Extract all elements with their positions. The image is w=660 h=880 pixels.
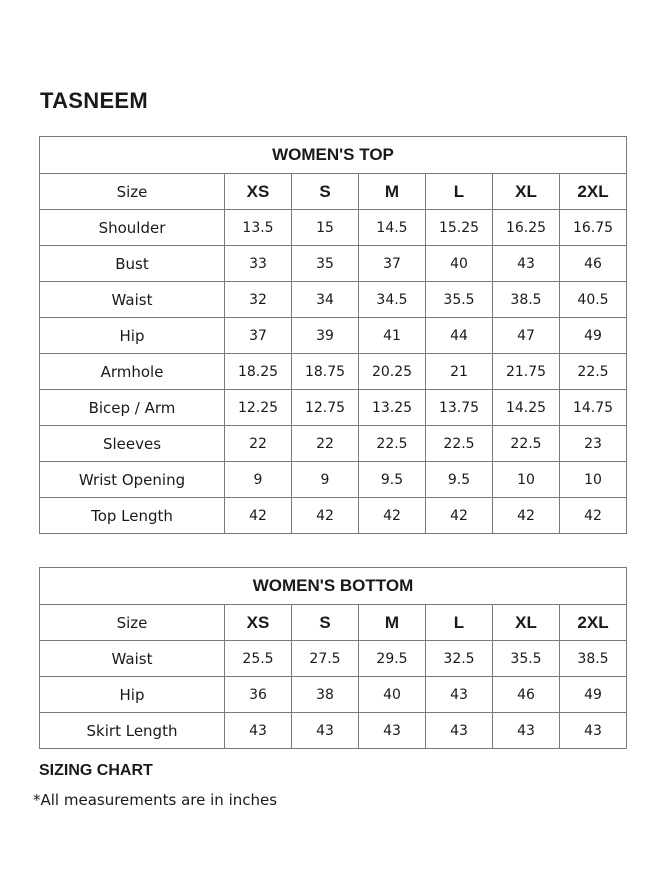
measurement-cell: 13.75 (426, 390, 493, 426)
size-header-label: Size (40, 605, 225, 641)
row-label: Top Length (40, 498, 225, 534)
measurement-cell: 46 (493, 677, 560, 713)
table-row (40, 677, 627, 713)
size-header-xs: XS (225, 605, 292, 641)
measurement-cell: 43 (493, 713, 560, 749)
measurement-cell: 43 (560, 713, 627, 749)
measurement-cell: 9 (225, 462, 292, 498)
measurement-cell: 39 (292, 318, 359, 354)
measurement-cell: 40 (426, 246, 493, 282)
measurement-cell: 49 (560, 677, 627, 713)
size-header-xl: XL (493, 174, 560, 210)
measurement-cell: 34.5 (359, 282, 426, 318)
brand-title: TASNEEM (40, 88, 149, 113)
measurement-cell: 9.5 (359, 462, 426, 498)
table-row (40, 246, 627, 282)
row-label: Shoulder (40, 210, 225, 246)
measurement-cell: 49 (560, 318, 627, 354)
measurement-cell: 20.25 (359, 354, 426, 390)
size-header-l: L (426, 174, 493, 210)
womens-bottom-table (39, 567, 627, 749)
measurement-cell: 22.5 (493, 426, 560, 462)
measurement-cell: 12.75 (292, 390, 359, 426)
measurement-cell: 34 (292, 282, 359, 318)
measurement-cell: 16.75 (560, 210, 627, 246)
measurement-cell: 37 (225, 318, 292, 354)
measurement-cell: 14.75 (560, 390, 627, 426)
measurement-cell: 27.5 (292, 641, 359, 677)
measurement-cell: 10 (560, 462, 627, 498)
measurement-cell: 23 (560, 426, 627, 462)
size-header-row (40, 174, 627, 210)
measurement-cell: 25.5 (225, 641, 292, 677)
measurement-cell: 42 (560, 498, 627, 534)
table-row (40, 426, 627, 462)
measurement-cell: 40 (359, 677, 426, 713)
measurement-cell: 29.5 (359, 641, 426, 677)
table-row (40, 641, 627, 677)
measurement-cell: 46 (560, 246, 627, 282)
measurement-cell: 42 (225, 498, 292, 534)
womens-bottom-body (40, 568, 627, 749)
measurement-cell: 32.5 (426, 641, 493, 677)
row-label: Hip (40, 318, 225, 354)
measurement-cell: 15.25 (426, 210, 493, 246)
measurement-cell: 42 (359, 498, 426, 534)
size-header-label: Size (40, 174, 225, 210)
row-label: Bust (40, 246, 225, 282)
measurement-cell: 41 (359, 318, 426, 354)
measurement-cell: 10 (493, 462, 560, 498)
table-row (40, 318, 627, 354)
measurement-cell: 22.5 (426, 426, 493, 462)
measurement-cell: 18.25 (225, 354, 292, 390)
measurement-cell: 14.25 (493, 390, 560, 426)
row-label: Waist (40, 282, 225, 318)
measurement-note: *All measurements are in inches (33, 791, 278, 809)
measurement-cell: 43 (493, 246, 560, 282)
row-label: Sleeves (40, 426, 225, 462)
size-header-m: M (359, 174, 426, 210)
measurement-cell: 38.5 (493, 282, 560, 318)
measurement-cell: 18.75 (292, 354, 359, 390)
measurement-cell: 9.5 (426, 462, 493, 498)
size-header-l: L (426, 605, 493, 641)
size-header-s: S (292, 174, 359, 210)
measurement-cell: 35.5 (426, 282, 493, 318)
size-header-2xl: 2XL (560, 174, 627, 210)
table-row (40, 713, 627, 749)
table-title: WOMEN'S TOP (40, 137, 627, 174)
table-row (40, 390, 627, 426)
row-label: Armhole (40, 354, 225, 390)
table-row (40, 210, 627, 246)
measurement-cell: 22 (292, 426, 359, 462)
measurement-cell: 35.5 (493, 641, 560, 677)
measurement-cell: 38.5 (560, 641, 627, 677)
measurement-cell: 36 (225, 677, 292, 713)
measurement-cell: 21 (426, 354, 493, 390)
size-header-2xl: 2XL (560, 605, 627, 641)
row-label: Wrist Opening (40, 462, 225, 498)
table-title: WOMEN'S BOTTOM (40, 568, 627, 605)
measurement-cell: 43 (426, 713, 493, 749)
measurement-cell: 35 (292, 246, 359, 282)
row-label: Waist (40, 641, 225, 677)
measurement-cell: 43 (426, 677, 493, 713)
measurement-cell: 38 (292, 677, 359, 713)
measurement-cell: 22 (225, 426, 292, 462)
row-label: Hip (40, 677, 225, 713)
measurement-cell: 47 (493, 318, 560, 354)
measurement-cell: 14.5 (359, 210, 426, 246)
table-row (40, 498, 627, 534)
measurement-cell: 42 (292, 498, 359, 534)
measurement-cell: 40.5 (560, 282, 627, 318)
measurement-cell: 42 (493, 498, 560, 534)
measurement-cell: 13.5 (225, 210, 292, 246)
measurement-cell: 33 (225, 246, 292, 282)
sizing-chart-label: SIZING CHART (39, 762, 153, 779)
womens-top-table (39, 136, 627, 534)
size-header-s: S (292, 605, 359, 641)
measurement-cell: 37 (359, 246, 426, 282)
measurement-cell: 42 (426, 498, 493, 534)
measurement-cell: 44 (426, 318, 493, 354)
table-row (40, 354, 627, 390)
measurement-cell: 43 (359, 713, 426, 749)
measurement-cell: 22.5 (359, 426, 426, 462)
womens-top-body (40, 137, 627, 534)
size-header-xs: XS (225, 174, 292, 210)
row-label: Skirt Length (40, 713, 225, 749)
measurement-cell: 15 (292, 210, 359, 246)
measurement-cell: 32 (225, 282, 292, 318)
measurement-cell: 9 (292, 462, 359, 498)
measurement-cell: 12.25 (225, 390, 292, 426)
table-row (40, 282, 627, 318)
measurement-cell: 22.5 (560, 354, 627, 390)
table-title-row (40, 568, 627, 605)
measurement-cell: 16.25 (493, 210, 560, 246)
table-title-row (40, 137, 627, 174)
measurement-cell: 43 (292, 713, 359, 749)
measurement-cell: 13.25 (359, 390, 426, 426)
size-header-row (40, 605, 627, 641)
size-header-m: M (359, 605, 426, 641)
row-label: Bicep / Arm (40, 390, 225, 426)
measurement-cell: 21.75 (493, 354, 560, 390)
table-row (40, 462, 627, 498)
measurement-cell: 43 (225, 713, 292, 749)
size-header-xl: XL (493, 605, 560, 641)
